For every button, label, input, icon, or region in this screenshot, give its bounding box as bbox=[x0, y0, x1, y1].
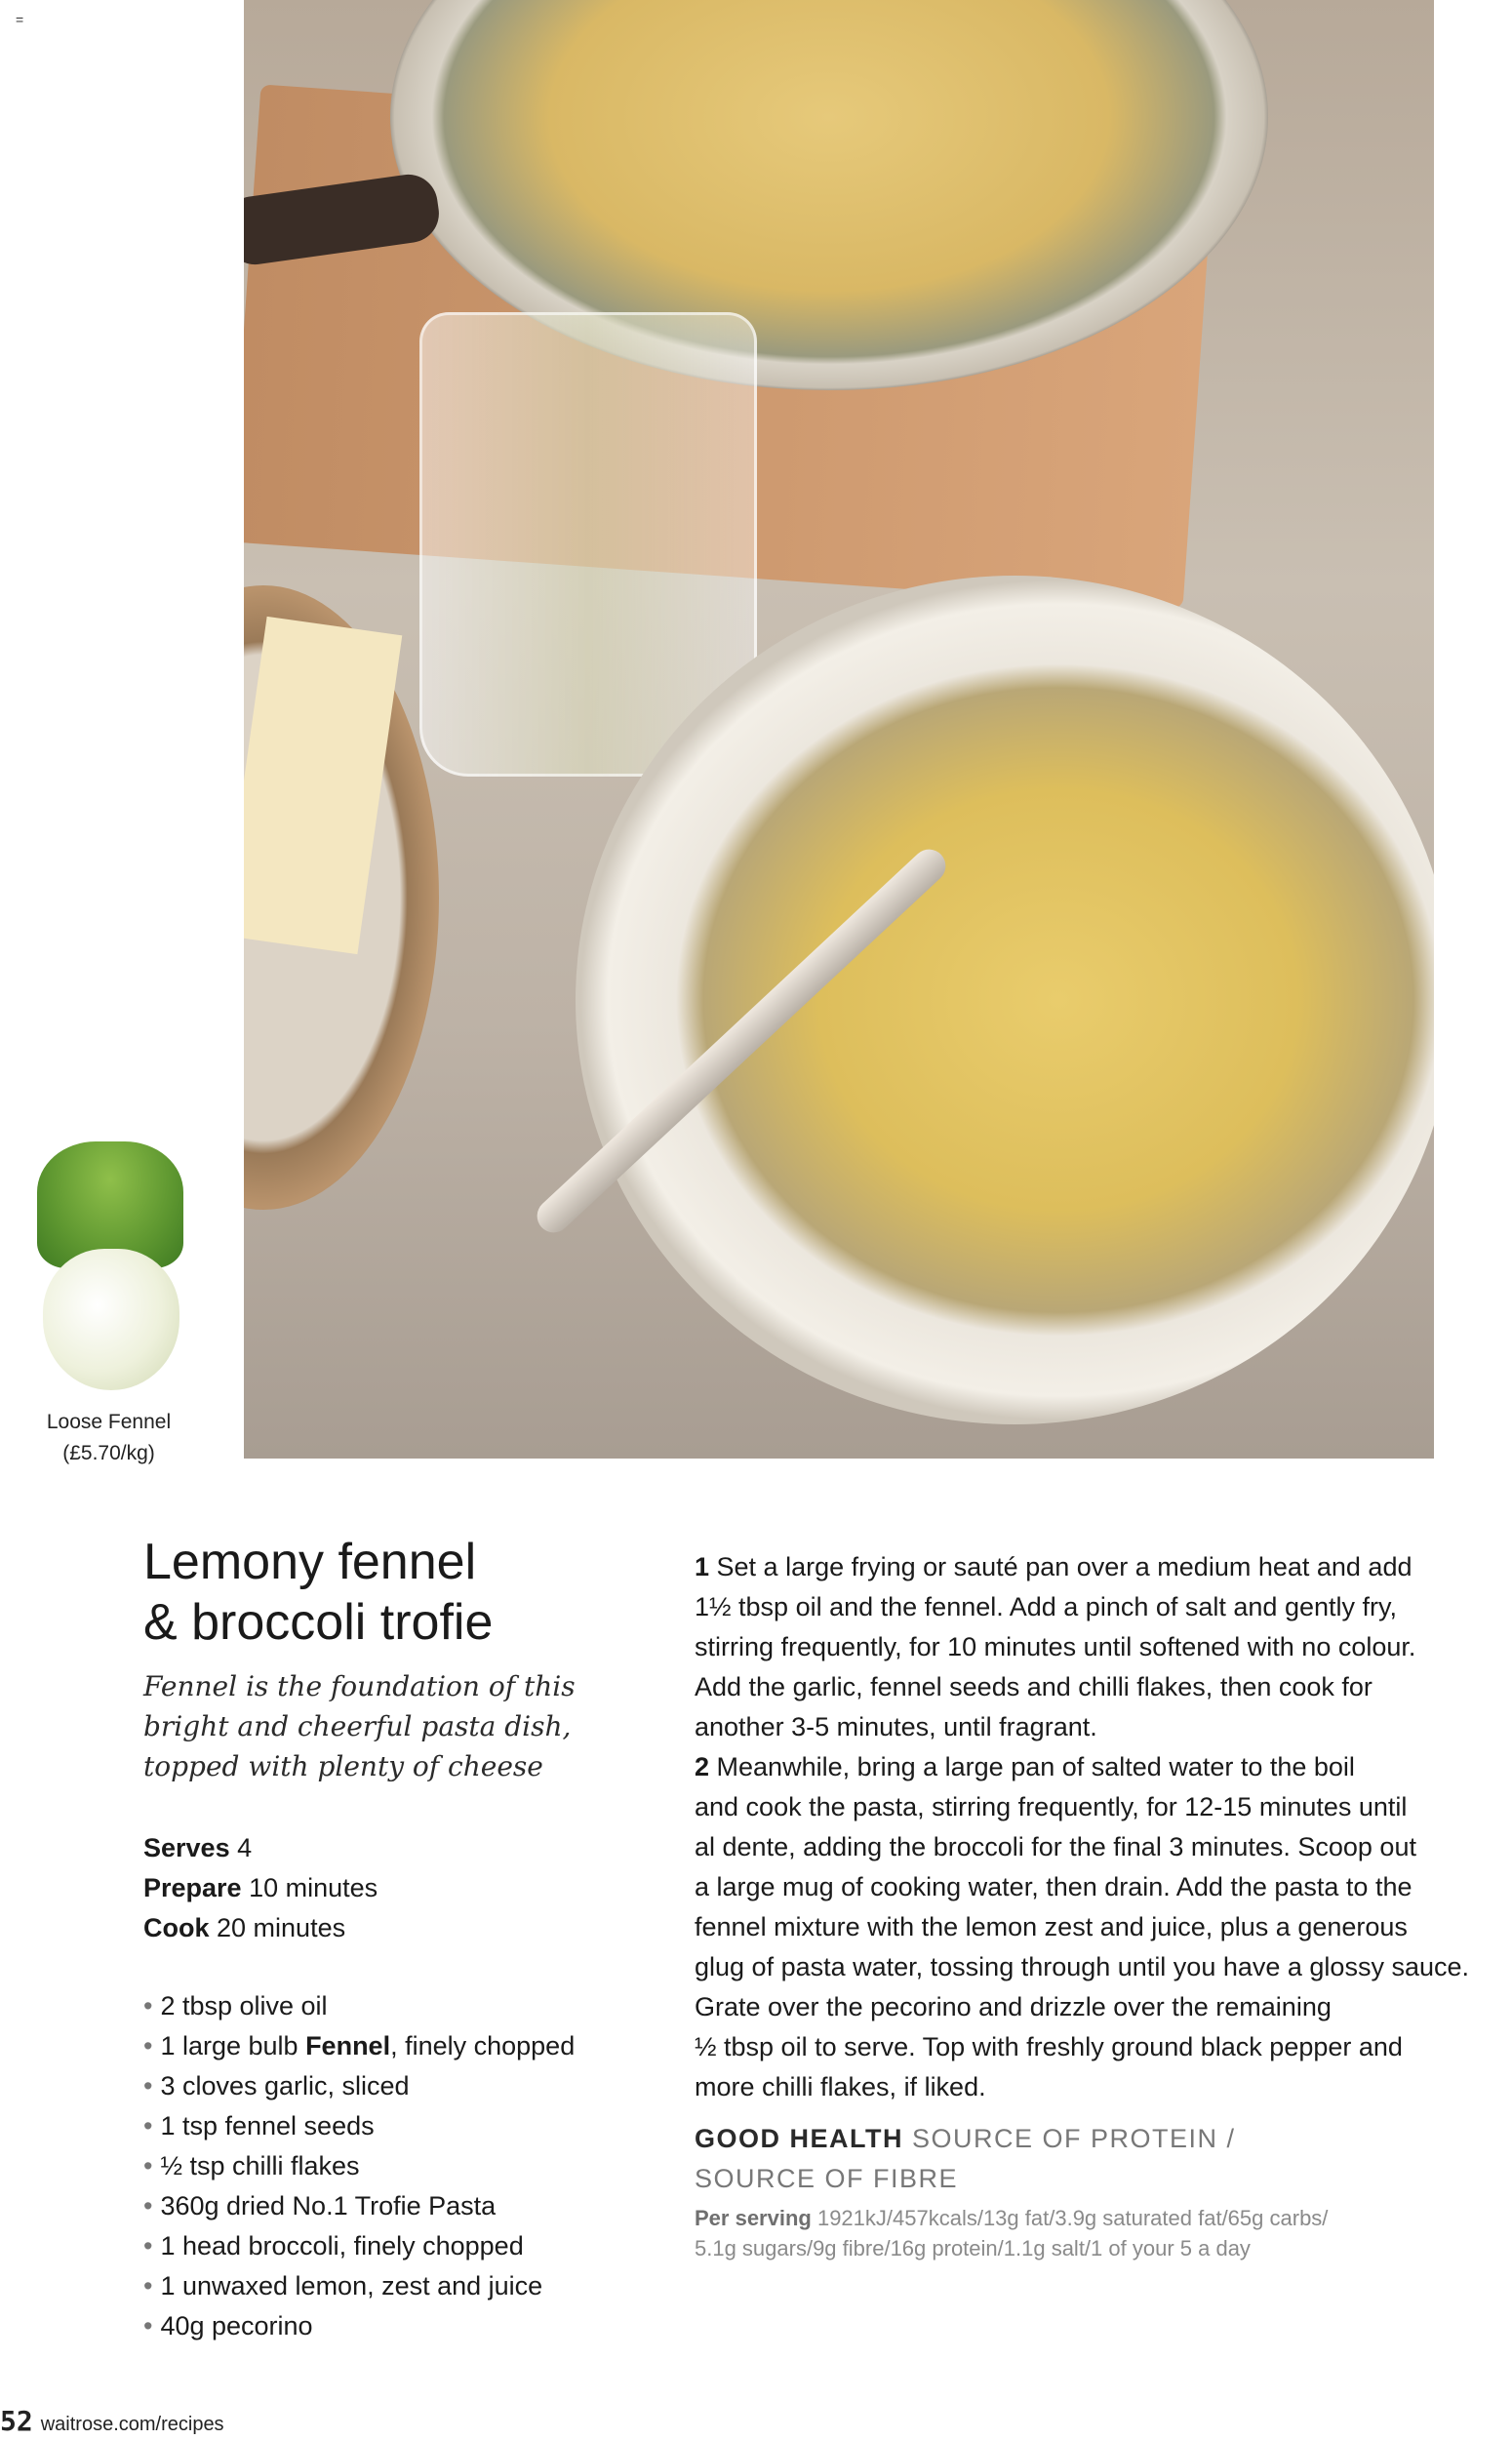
step-text: and cook the pasta, stirring frequently, for 12-15 minutes until bbox=[695, 1792, 1408, 1821]
intro-line: bright and cheerful pasta dish, bbox=[143, 1710, 572, 1742]
prepare-label: Prepare bbox=[143, 1873, 242, 1902]
ingredients-list bbox=[143, 1986, 690, 2346]
intro-line: Fennel is the foundation of this bbox=[143, 1670, 576, 1702]
ingredient-item: • 360g dried No.1 Trofie Pasta bbox=[143, 2186, 690, 2226]
ingredient-item: • 1 unwaxed lemon, zest and juice bbox=[143, 2266, 690, 2306]
fennel-photo bbox=[23, 1141, 199, 1395]
corner-mark: = bbox=[16, 12, 24, 27]
step-number: 2 bbox=[695, 1752, 710, 1781]
method-line bbox=[695, 1827, 1512, 1867]
method-line bbox=[695, 1907, 1512, 1947]
step-text: fennel mixture with the lemon zest and juice, plus a generous bbox=[695, 1912, 1408, 1941]
recipe-title bbox=[143, 1532, 651, 1653]
step-text: another 3-5 minutes, until fragrant. bbox=[695, 1712, 1097, 1741]
method-line bbox=[695, 1667, 1512, 1707]
ingredient-item: • 2 tbsp olive oil bbox=[143, 1986, 690, 2026]
page-number: 52 bbox=[0, 2405, 33, 2437]
recipe-intro bbox=[143, 1666, 651, 1786]
step-text: Add the garlic, fennel seeds and chilli flakes, then cook for bbox=[695, 1672, 1373, 1701]
ingredient-item: • 3 cloves garlic, sliced bbox=[143, 2066, 690, 2106]
method-line bbox=[695, 1787, 1512, 1827]
step-text: a large mug of cooking water, then drain. Add the pasta to the bbox=[695, 1872, 1413, 1901]
prepare-value: 10 minutes bbox=[249, 1873, 378, 1902]
health-line: SOURCE OF FIBRE bbox=[695, 2164, 959, 2193]
method-line bbox=[695, 2027, 1512, 2067]
method-line bbox=[695, 1627, 1512, 1667]
step-text: al dente, adding the broccoli for the final 3 minutes. Scoop out bbox=[695, 1832, 1416, 1861]
method-line bbox=[695, 1707, 1512, 1747]
ingredient-item: • 1 large bulb Fennel, finely chopped bbox=[143, 2026, 690, 2066]
cook-label: Cook bbox=[143, 1913, 210, 1942]
fennel-bulb bbox=[43, 1249, 179, 1390]
ingredient-item: • ½ tsp chilli flakes bbox=[143, 2146, 690, 2186]
step-text: Set a large frying or sauté pan over a medium heat and add bbox=[709, 1552, 1413, 1581]
step-text: 1½ tbsp oil and the fennel. Add a pinch of salt and gently fry, bbox=[695, 1592, 1397, 1621]
page-footer bbox=[0, 2405, 224, 2437]
method-line bbox=[695, 2067, 1512, 2107]
nutrition-label: Per serving bbox=[695, 2206, 812, 2230]
step-text: Grate over the pecorino and drizzle over the remaining bbox=[695, 1992, 1332, 2021]
ingredient-item: • 1 tsp fennel seeds bbox=[143, 2106, 690, 2146]
good-health-tag bbox=[695, 2119, 1494, 2199]
recipe-title-line: & broccoli trofie bbox=[143, 1594, 494, 1651]
serves-row bbox=[143, 1828, 651, 1868]
step-text: ½ tbsp oil to serve. Top with freshly ground black pepper and bbox=[695, 2032, 1403, 2061]
health-label: GOOD HEALTH bbox=[695, 2124, 903, 2153]
step-text: more chilli flakes, if liked. bbox=[695, 2072, 986, 2101]
cook-row bbox=[143, 1908, 651, 1948]
method-line bbox=[695, 1947, 1512, 1987]
nutrition-line: 5.1g sugars/9g fibre/16g protein/1.1g salt/1 of your 5 a day bbox=[695, 2236, 1251, 2260]
fennel-caption-price: (£5.70/kg) bbox=[62, 1442, 155, 1464]
recipe-title-line: Lemony fennel bbox=[143, 1534, 477, 1590]
serves-value: 4 bbox=[237, 1833, 253, 1862]
nutrition-info bbox=[695, 2203, 1494, 2263]
recipe-meta bbox=[143, 1828, 651, 1948]
health-line: GOOD HEALTH SOURCE OF PROTEIN / bbox=[695, 2124, 1236, 2153]
step-text: stirring frequently, for 10 minutes until softened with no colour. bbox=[695, 1632, 1416, 1661]
method-line bbox=[695, 1867, 1512, 1907]
ingredient-item: • 40g pecorino bbox=[143, 2306, 690, 2346]
method-line bbox=[695, 1547, 1512, 1587]
fennel-caption bbox=[14, 1407, 204, 1469]
ingredient-item: • 1 head broccoli, finely chopped bbox=[143, 2226, 690, 2266]
step-text: Meanwhile, bring a large pan of salted water to the boil bbox=[709, 1752, 1355, 1781]
pasta-bowl bbox=[576, 576, 1434, 1424]
step-text: glug of pasta water, tossing through until you have a glossy sauce. bbox=[695, 1952, 1469, 1981]
cook-value: 20 minutes bbox=[217, 1913, 346, 1942]
nutrition-line: Per serving 1921kJ/457kcals/13g fat/3.9g saturated fat/65g carbs/ bbox=[695, 2206, 1329, 2230]
method-steps bbox=[695, 1547, 1512, 2107]
intro-line: topped with plenty of cheese bbox=[143, 1750, 543, 1782]
prepare-row bbox=[143, 1868, 651, 1908]
method-line bbox=[695, 1747, 1512, 1787]
hero-photo bbox=[244, 0, 1434, 1459]
method-line bbox=[695, 1987, 1512, 2027]
serves-label: Serves bbox=[143, 1833, 230, 1862]
fennel-caption-name: Loose Fennel bbox=[46, 1411, 172, 1433]
footer-url-link[interactable]: waitrose.com/recipes bbox=[40, 2414, 224, 2435]
method-line bbox=[695, 1587, 1512, 1627]
step-number: 1 bbox=[695, 1552, 710, 1581]
